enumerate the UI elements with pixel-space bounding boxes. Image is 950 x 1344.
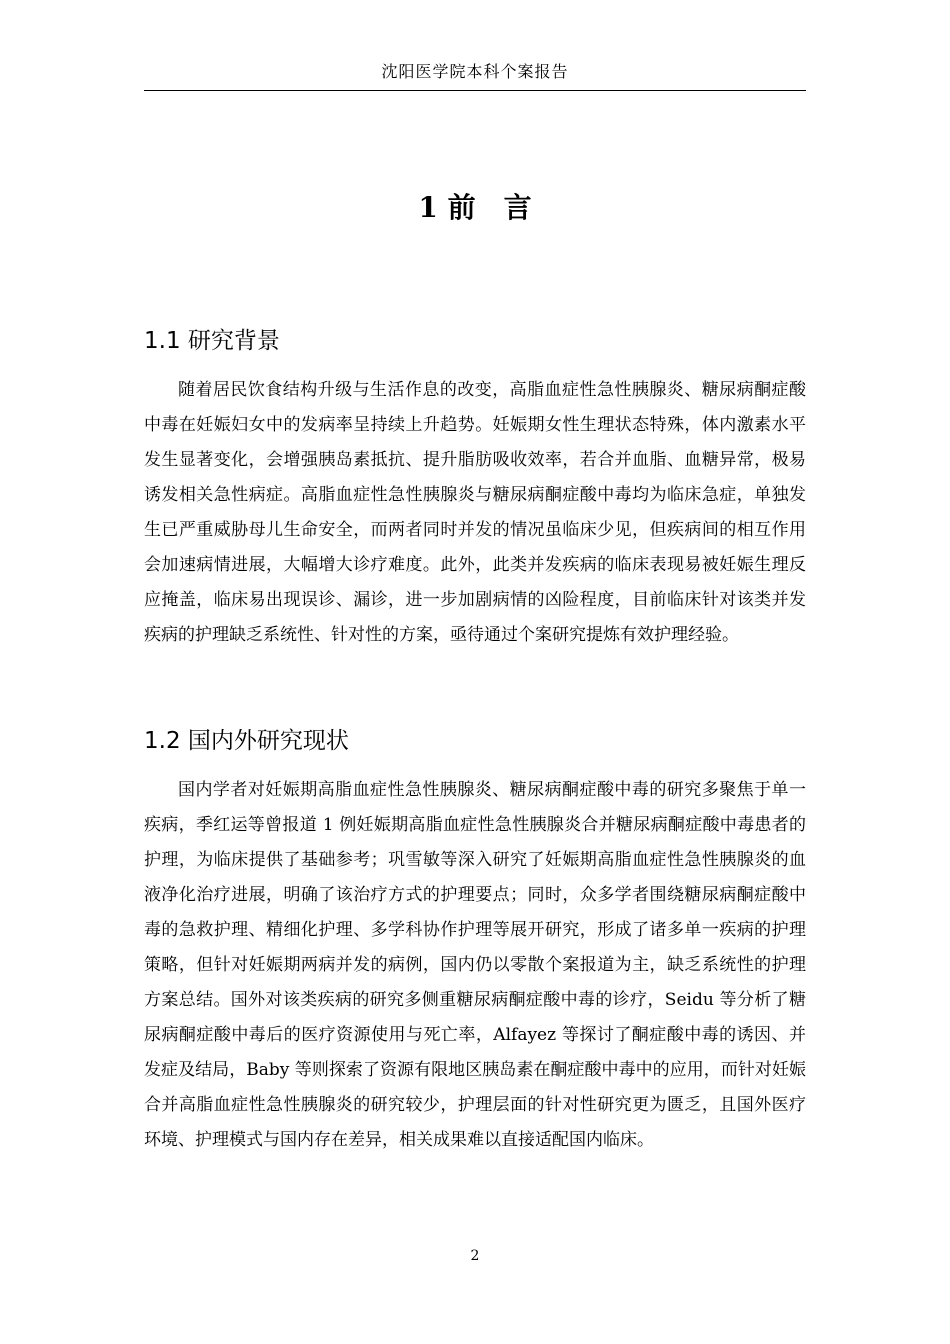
paragraph-research-background: 随着居民饮食结构升级与生活作息的改变，高脂血症性急性胰腺炎、糖尿病酮症酸中毒在妊娠妇女中的发病率呈持续上升趋势。妊娠期女性生理状态特殊，体内激素水平发生显著变化，会增强胰岛素抵抗、提升脂肪吸收效率，若合并血脂、血糖异常，极易诱发相关急性病症。高脂血症性急性胰腺炎与糖尿病酮症酸中毒均为临床急症，单独发生已严重威胁母儿生命安全，而两者同时并发的情况虽临床少见，但疾病间的相互作用会加速病情进展，大幅增大诊疗难度。此外，此类并发疾病的临床表现易被妊娠生理反应掩盖，临床易出现误诊、漏诊，进一步加剧病情的凶险程度，目前临床针对该类并发疾病的护理缺乏系统性、针对性的方案，亟待通过个案研究提炼有效护理经验。 xyxy=(144,380,806,645)
paragraph-research-status: 国内学者对妊娠期高脂血症性急性胰腺炎、糖尿病酮症酸中毒的研究多聚焦于单一疾病，季红运等曾报道 1 例妊娠期高脂血症性急性胰腺炎合并糖尿病酮症酸中毒患者的护理，为临床提供了基础参考；巩雪敏等深入研究了妊娠期高脂血症性急性胰腺炎的血液净化治疗进展，明确了该治疗方式的护理要点；同时，众多学者围绕糖尿病酮症酸中毒的急救护理、精细化护理、多学科协作护理等展开研究，形成了诸多单一疾病的护理策略，但针对妊娠期两病并发的病例，国内仍以零散个案报道为主，缺乏系统性的护理方案总结。国外对该类疾病的研究多侧重糖尿病酮症酸中毒的诊疗，Seidu 等分析了糖尿病酮症酸中毒后的医疗资源使用与死亡率，Alfayez 等探讨了酮症酸中毒的诱因、并发症及结局，Baby 等则探索了资源有限地区胰岛素在酮症酸中毒中的应用，而针对妊娠合并高脂血症性急性胰腺炎的研究较少，护理层面的针对性研究更为匮乏，且国外医疗环境、护理模式与国内存在差异，相关成果难以直接适配国内临床。 xyxy=(144,780,806,1150)
page-number: 2 xyxy=(470,1248,480,1264)
chapter-title: 1 前 言 xyxy=(418,191,532,224)
running-header: 沈阳医学院本科个案报告 xyxy=(381,62,569,81)
header-divider xyxy=(144,90,806,91)
section-heading-research-background: 1.1 研究背景 xyxy=(144,328,280,354)
section-heading-research-status: 1.2 国内外研究现状 xyxy=(144,728,349,754)
